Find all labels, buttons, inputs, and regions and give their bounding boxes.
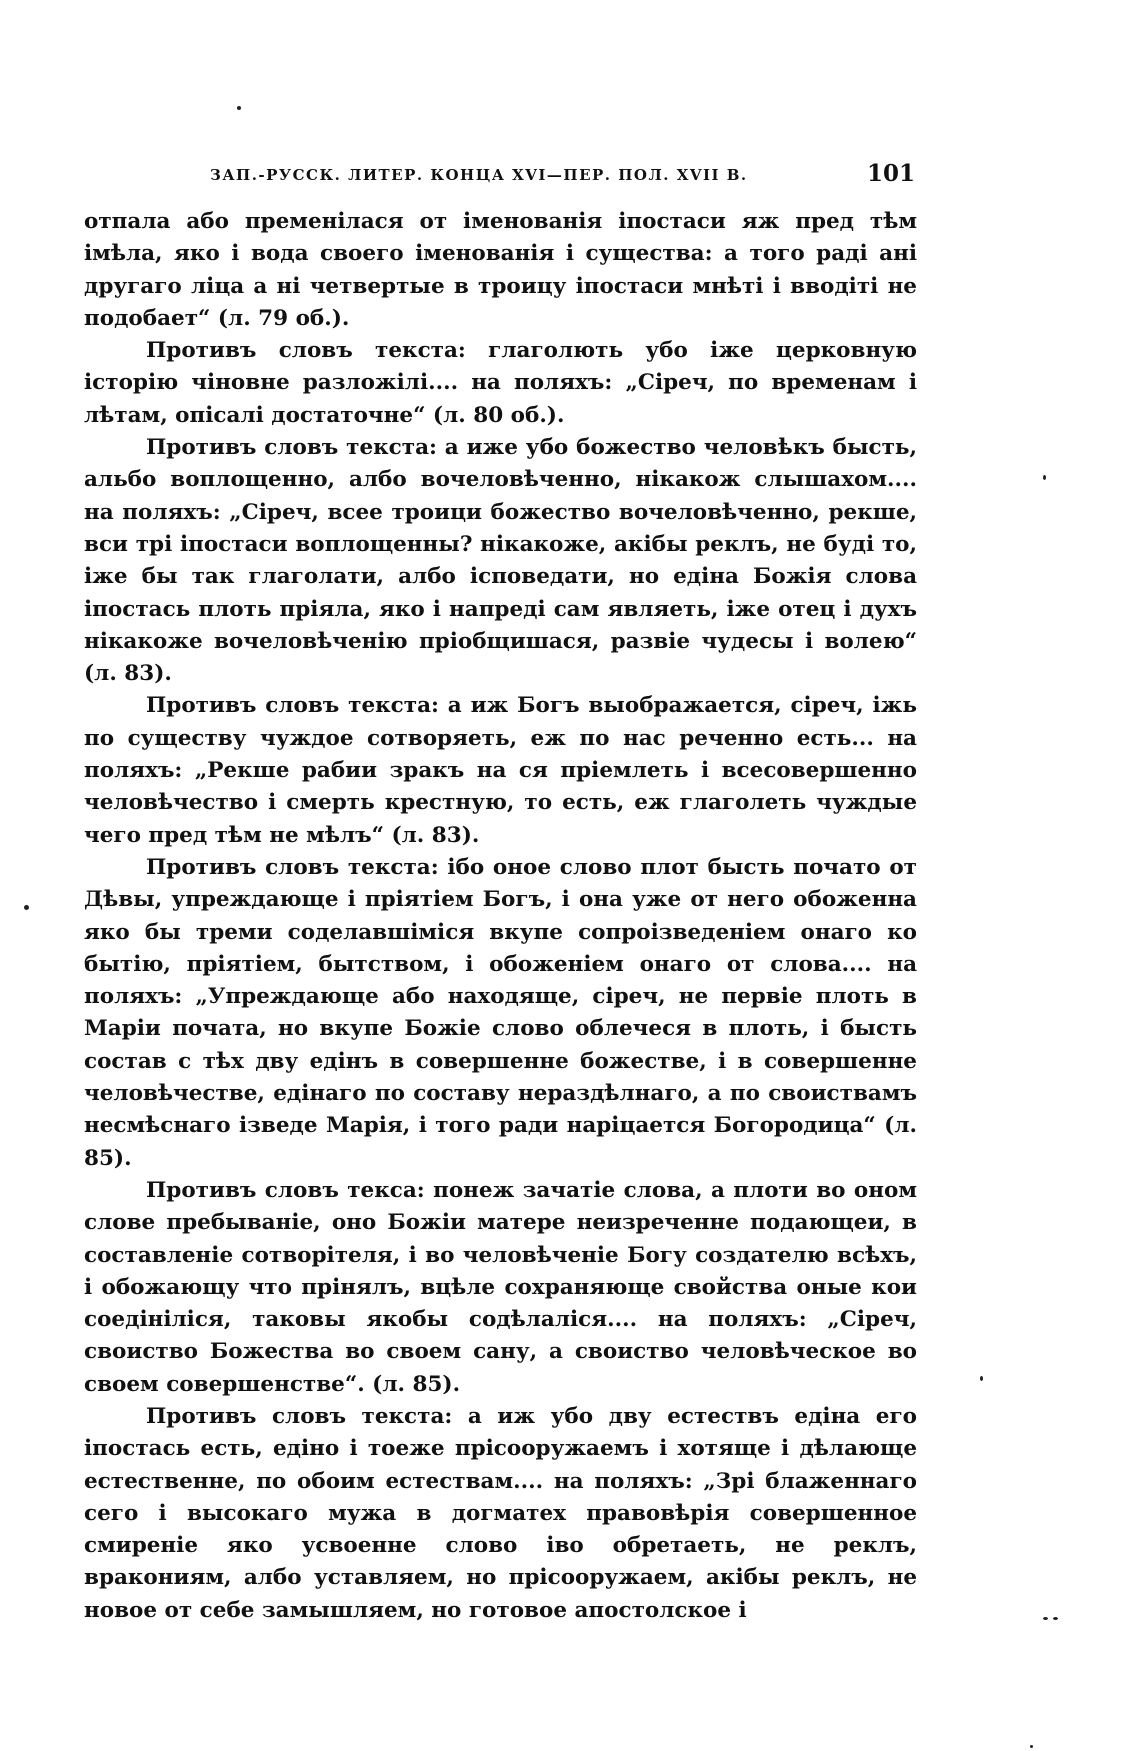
page-number: 101 (866, 160, 915, 187)
scan-speck (1053, 1617, 1058, 1620)
running-head: ЗАП.-РУССК. ЛИТЕР. КОНЦА XVI—ПЕР. ПОЛ. XVII В. (210, 166, 748, 184)
scan-speck (1030, 1745, 1033, 1748)
scan-speck (1043, 1617, 1048, 1620)
paragraph-3: Противъ словъ текста: а иже убо божество человѣкъ бысть, альбо воплощенно, албо вочеловѣченно, нікакож слышахом.... на поляхъ: „Сіреч, всее троици божество вочеловѣченно, рекше, вси трі іпостаси воплощенны? нікакоже, акібы реклъ, не буді то, іже бы так глаголати, албо ісповедати, но едіна Божія слова іпостась плоть пріяла, яко і напреді сам являеть, іже отец і духъ нікакоже вочеловѣченію пріобщишася, развіе чудесы і волею“ (л. 83). (84, 435, 917, 687)
paragraph-1: отпала або пременілася от іменованія іпостаси яж пред тѣм імѣла, яко і вода своего іменованія і существа: а того раді ані другаго ліца а ні четвертые в троицу іпостаси мнѣті і вводіті не подобает“ (л. 79 об.). (84, 209, 917, 331)
scan-speck (1043, 475, 1046, 480)
paragraph-4: Противъ словъ текста: а иж Богъ выображается, сіреч, іжь по существу чуждое сотворяеть, еж по нас реченно есть... на поляхъ: „Рекше рабии зракъ на ся пріемлеть і всесовершенно человѣчество і смерть крестную, то есть, еж глаголеть чуждые чего пред тѣм не мѣлъ“ (л. 83). (84, 693, 917, 848)
paragraph-6: Противъ словъ текса: понеж зачатіе слова, а плоти во оном слове пребываніе, оно Божіи матере неизреченне подающеи, в составленіе сотворітеля, і во человѣченіе Богу создателю всѣхъ, і обожающу что прінялъ, вцѣле сохраняюще свойства оные кои соедініліся, таковы якобы содѣлаліся.... на поляхъ: „Сіреч, своиство Божества во своем сану, а своиство человѣческое во своем совершенстве“. (л. 85). (84, 1177, 917, 1397)
scan-speck (24, 905, 29, 910)
page-body (84, 206, 917, 1627)
page-header (210, 160, 915, 194)
paragraph-2: Противъ словъ текста: глаголють убо іже церковную історію чіновне разложілі.... на поляхъ: „Сіреч, по временам і лѣтам, опісалі достаточне“ (л. 80 об.). (84, 338, 917, 428)
paragraph-5: Противъ словъ текста: ібо оное слово плот бысть почато от Дѣвы, упреждающе і пріятіем Богъ, і она уже от него обоженна яко бы треми соделавшіміся вкупе сопроізведеніем онаго ко бытію, пріятіем, бытством, і обоженіем онаго от слова.... на поляхъ: „Упреждающе або находяще, сіреч, не первіе плоть в Маріи почата, но вкупе Божіе слово облечеся в плоть, і бысть состав с тѣх дву едінъ в совершенне божестве, і в совершенне человѣчестве, едінаго по составу нераздѣлнаго, а по своиствамъ несмѣснаго ізведе Марія, і того ради наріцается Богородица“ (л. 85). (84, 854, 917, 1171)
paragraph-7: Противъ словъ текста: а иж убо дву естествъ едіна его іпостась есть, едіно і тоеже прісооружаемъ і хотяще і дѣлающе естественне, по обоим естествам.... на поляхъ: „Зрі блаженнаго сего і высокаго мужа в догматех правовѣрія совершенное смиреніе яко усвоенне слово іво обретаеть, не реклъ, вракониям, албо уставляем, но прісооружаем, акібы реклъ, не новое от себе замышляем, но готовое апостолское і (84, 1403, 917, 1623)
scan-speck (237, 106, 241, 110)
scan-speck (980, 1376, 983, 1381)
